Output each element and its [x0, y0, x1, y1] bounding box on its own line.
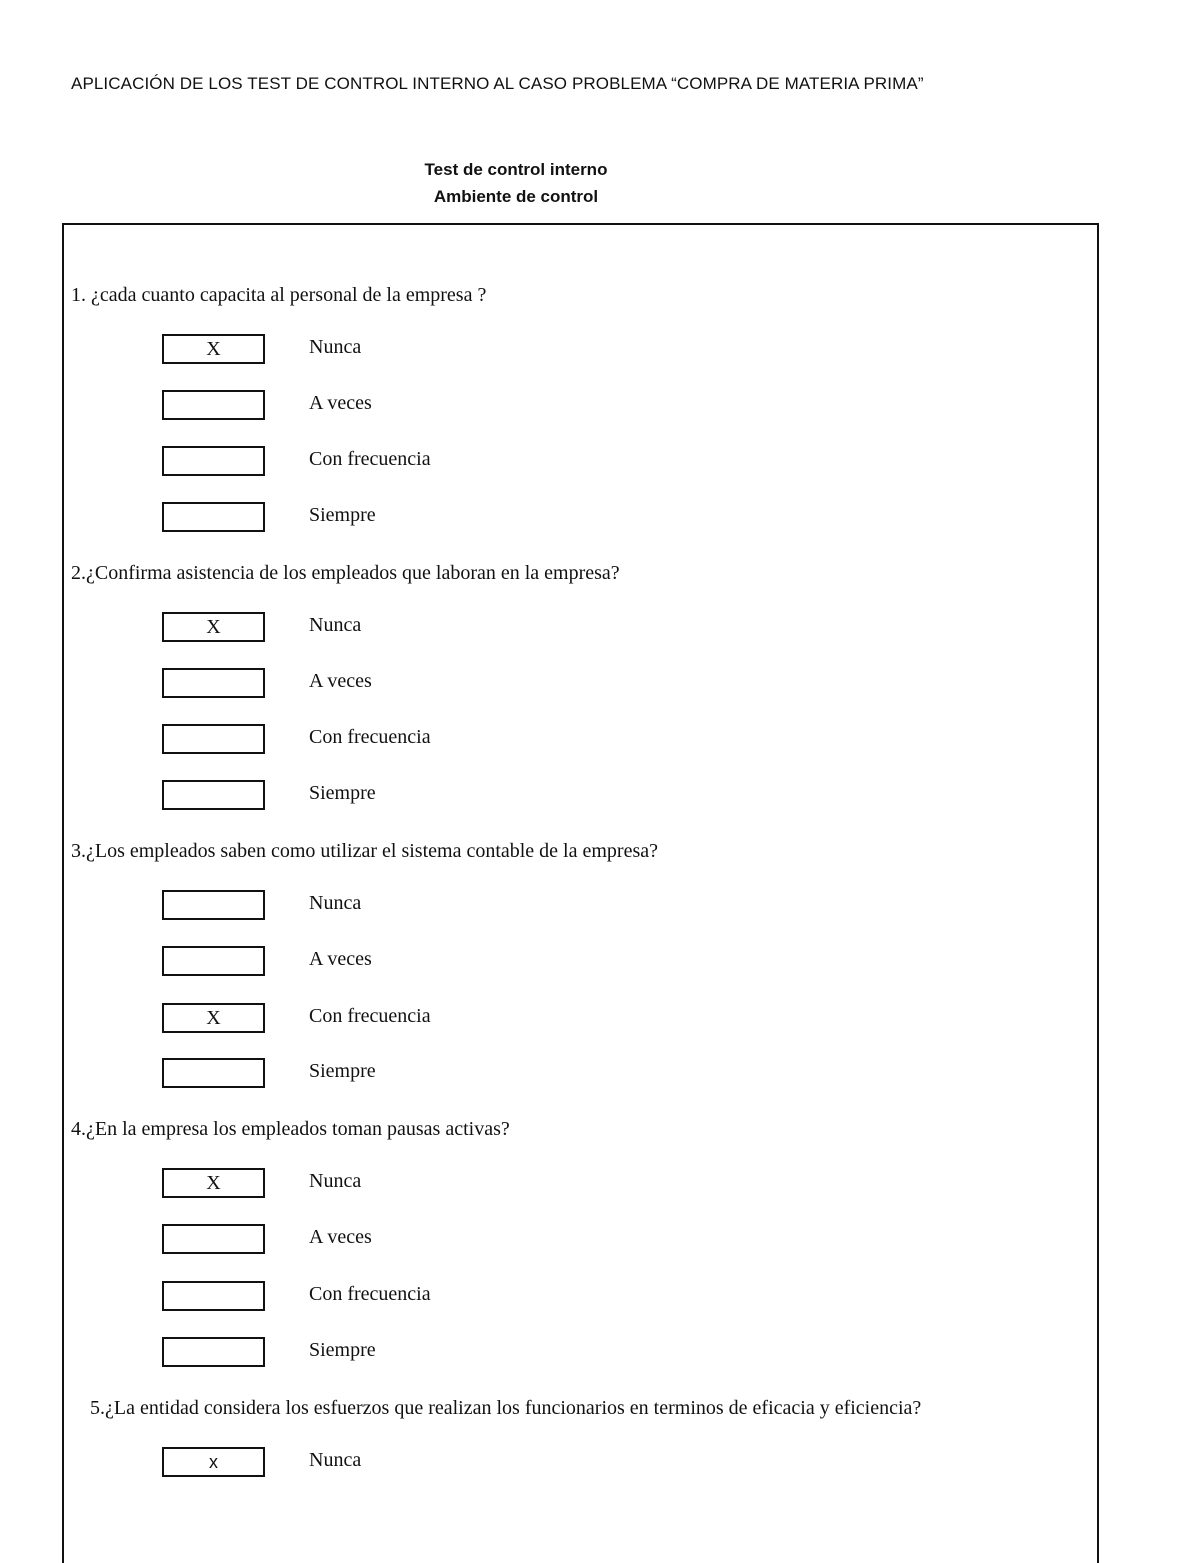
answer-checkbox[interactable]: X — [162, 612, 265, 642]
answer-checkbox[interactable] — [162, 780, 265, 810]
answer-checkbox[interactable] — [162, 1058, 265, 1088]
section-heading: Ambiente de control — [433, 187, 599, 206]
question-4-option-siempre[interactable] — [162, 1337, 862, 1367]
question-4-option-con-frecuencia[interactable] — [162, 1281, 862, 1311]
question-4-option-nunca[interactable] — [162, 1168, 862, 1198]
option-label: A veces — [309, 670, 372, 692]
option-label: Siempre — [309, 504, 376, 526]
option-label: Siempre — [309, 782, 376, 804]
option-label: Con frecuencia — [309, 1283, 431, 1305]
option-label: Nunca — [309, 892, 362, 914]
question-2-option-nunca[interactable] — [162, 612, 862, 642]
option-label: A veces — [309, 948, 372, 970]
answer-checkbox[interactable] — [162, 446, 265, 476]
question-3-option-a-veces[interactable] — [162, 946, 862, 976]
answer-checkbox[interactable] — [162, 1224, 265, 1254]
option-label: Nunca — [309, 1449, 362, 1471]
answer-checkbox[interactable]: X — [162, 1003, 265, 1033]
question-1-option-con-frecuencia[interactable] — [162, 446, 862, 476]
question-1-option-nunca[interactable] — [162, 334, 862, 364]
question-2: 2.¿Confirma asistencia de los empleados que laboran en la empresa? — [71, 562, 620, 584]
answer-checkbox[interactable] — [162, 890, 265, 920]
question-3: 3.¿Los empleados saben como utilizar el sistema contable de la empresa? — [71, 840, 659, 862]
answer-checkbox[interactable] — [162, 1281, 265, 1311]
answer-checkbox[interactable]: x — [162, 1447, 265, 1477]
test-heading: Test de control interno — [424, 160, 608, 179]
question-5-option-nunca[interactable] — [162, 1447, 862, 1477]
option-label: Con frecuencia — [309, 726, 431, 748]
question-4-option-a-veces[interactable] — [162, 1224, 862, 1254]
question-1-option-siempre[interactable] — [162, 502, 862, 532]
answer-checkbox[interactable] — [162, 724, 265, 754]
answer-checkbox[interactable] — [162, 1337, 265, 1367]
answer-checkbox[interactable] — [162, 946, 265, 976]
option-label: Con frecuencia — [309, 448, 431, 470]
option-label: Nunca — [309, 614, 362, 636]
question-3-option-con-frecuencia[interactable] — [162, 1003, 862, 1033]
document-title: APLICACIÓN DE LOS TEST DE CONTROL INTERNO AL CASO PROBLEMA “COMPRA DE MATERIA PRIMA” — [71, 74, 924, 93]
option-label: A veces — [309, 1226, 372, 1248]
question-2-option-con-frecuencia[interactable] — [162, 724, 862, 754]
question-3-option-siempre[interactable] — [162, 1058, 862, 1088]
question-2-option-a-veces[interactable] — [162, 668, 862, 698]
answer-checkbox[interactable]: X — [162, 334, 265, 364]
answer-checkbox[interactable] — [162, 668, 265, 698]
answer-checkbox[interactable] — [162, 390, 265, 420]
question-3-option-nunca[interactable] — [162, 890, 862, 920]
question-2-option-siempre[interactable] — [162, 780, 862, 810]
answer-checkbox[interactable] — [162, 502, 265, 532]
option-label: Con frecuencia — [309, 1005, 431, 1027]
question-1: 1. ¿cada cuanto capacita al personal de la empresa ? — [71, 284, 487, 306]
question-5: 5.¿La entidad considera los esfuerzos que realizan los funcionarios en terminos de eficacia y eficiencia? — [90, 1397, 922, 1419]
question-1-option-a-veces[interactable] — [162, 390, 862, 420]
answer-checkbox[interactable]: X — [162, 1168, 265, 1198]
option-label: Siempre — [309, 1339, 376, 1361]
option-label: Nunca — [309, 336, 362, 358]
option-label: A veces — [309, 392, 372, 414]
option-label: Siempre — [309, 1060, 376, 1082]
question-4: 4.¿En la empresa los empleados toman pausas activas? — [71, 1118, 510, 1140]
option-label: Nunca — [309, 1170, 362, 1192]
